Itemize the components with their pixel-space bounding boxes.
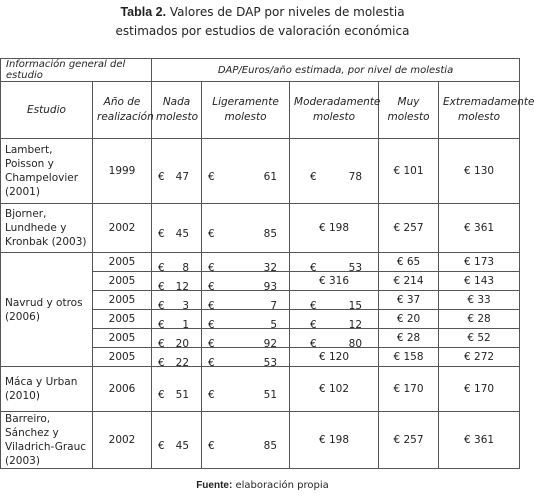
moderado-cell: € 12 — [290, 310, 379, 329]
muy-cell: € 214 — [379, 272, 439, 291]
currency-symbol: € — [208, 357, 215, 369]
muy-cell: € 170 — [379, 367, 439, 412]
muy-cell: € 28 — [379, 329, 439, 348]
nada-cell: € 1 — [152, 310, 202, 329]
currency-symbol: € — [208, 319, 215, 331]
year-cell: 2002 — [93, 412, 152, 469]
study-cell: Lambert, Poisson y Champelovier (2001) — [1, 139, 93, 204]
ligero-cell: € 53 — [202, 348, 290, 367]
column-header-muy: Muy molesto — [379, 82, 439, 139]
year-cell: 2005 — [93, 329, 152, 348]
currency-symbol: € — [310, 300, 317, 312]
extremo-cell: € 173 — [439, 253, 520, 272]
table-row — [1, 204, 520, 253]
source-text: elaboración propia — [235, 480, 329, 491]
column-header-extremadamente: Extremadamente molesto — [439, 82, 520, 139]
column-header-estudio: Estudio — [1, 82, 93, 139]
moderado-cell: € 198 — [290, 412, 379, 469]
extremo-cell: € 170 — [439, 367, 520, 412]
currency-symbol: € — [310, 262, 317, 274]
nada-cell: € 47 — [152, 139, 202, 204]
extremo-cell: € 361 — [439, 204, 520, 253]
moderado-cell: € 53 — [290, 253, 379, 272]
currency-symbol: € — [158, 228, 165, 240]
currency-symbol: € — [208, 300, 215, 312]
currency-symbol: € — [158, 440, 165, 452]
extremo-cell: € 143 — [439, 272, 520, 291]
currency-symbol: € — [158, 262, 165, 274]
ligero-cell: € 51 — [202, 367, 290, 412]
muy-cell: € 65 — [379, 253, 439, 272]
currency-symbol: € — [208, 281, 215, 293]
table-row — [1, 412, 520, 469]
moderado-cell: € 15 — [290, 291, 379, 310]
moderado-cell: € 102 — [290, 367, 379, 412]
currency-symbol: € — [208, 440, 215, 452]
year-cell: 2005 — [93, 348, 152, 367]
moderado-cell: € 78 — [290, 139, 379, 204]
nada-cell: € 3 — [152, 291, 202, 310]
currency-symbol: € — [158, 338, 165, 350]
muy-cell: € 101 — [379, 139, 439, 204]
extremo-cell: € 52 — [439, 329, 520, 348]
currency-symbol: € — [310, 171, 317, 183]
currency-symbol: € — [158, 171, 165, 183]
ligero-cell: € 92 — [202, 329, 290, 348]
nada-cell: € 22 — [152, 348, 202, 367]
table-row — [1, 139, 520, 204]
year-cell: 2005 — [93, 310, 152, 329]
muy-cell: € 257 — [379, 204, 439, 253]
column-header-ligeramente: Ligeramente molesto — [202, 82, 290, 139]
currency-symbol: € — [208, 171, 215, 183]
nada-cell: € 45 — [152, 412, 202, 469]
dap-table — [0, 58, 534, 469]
extremo-cell: € 361 — [439, 412, 520, 469]
extremo-cell: € 272 — [439, 348, 520, 367]
column-header-moderadamente: Moderadamente molesto — [290, 82, 379, 139]
header-group-general: Información general del estudio — [1, 59, 152, 82]
currency-symbol: € — [208, 262, 215, 274]
moderado-cell: € 198 — [290, 204, 379, 253]
moderado-cell: € 80 — [290, 329, 379, 348]
ligero-cell: € 5 — [202, 310, 290, 329]
currency-symbol: € — [158, 300, 165, 312]
currency-symbol: € — [310, 338, 317, 350]
extremo-cell: € 28 — [439, 310, 520, 329]
caption-title-1: Valores de DAP por niveles de molestia — [169, 5, 405, 19]
muy-cell: € 257 — [379, 412, 439, 469]
currency-symbol: € — [208, 338, 215, 350]
caption-line-1 — [0, 3, 525, 22]
muy-cell: € 37 — [379, 291, 439, 310]
year-cell: 1999 — [93, 139, 152, 204]
year-cell: 2005 — [93, 291, 152, 310]
nada-cell: € 51 — [152, 367, 202, 412]
ligero-cell: € 85 — [202, 412, 290, 469]
nada-cell: € 8 — [152, 253, 202, 272]
ligero-cell: € 32 — [202, 253, 290, 272]
study-cell: Bjorner, Lundhede y Kronbak (2003) — [1, 204, 93, 253]
currency-symbol: € — [158, 389, 165, 401]
currency-symbol: € — [208, 389, 215, 401]
extremo-cell: € 130 — [439, 139, 520, 204]
moderado-cell: € 316 — [290, 272, 379, 291]
ligero-cell: € 61 — [202, 139, 290, 204]
muy-cell: € 20 — [379, 310, 439, 329]
column-header-nada: Nada molesto — [152, 82, 202, 139]
table-caption — [0, 3, 525, 41]
ligero-cell: € 93 — [202, 272, 290, 291]
study-cell: Navrud y otros (2006) — [1, 253, 93, 367]
currency-symbol: € — [158, 281, 165, 293]
year-cell: 2006 — [93, 367, 152, 412]
ligero-cell: € 7 — [202, 291, 290, 310]
study-cell: Barreiro, Sánchez y Viladrich-Grauc (2003) — [1, 412, 93, 469]
year-cell: 2005 — [93, 272, 152, 291]
extremo-cell: € 33 — [439, 291, 520, 310]
currency-symbol: € — [158, 357, 165, 369]
source-label: Fuente: — [196, 480, 233, 491]
muy-cell: € 158 — [379, 348, 439, 367]
caption-label: Tabla 2. — [120, 5, 167, 19]
moderado-cell: € 120 — [290, 348, 379, 367]
header-group-dap: DAP/Euros/año estimada, por nivel de molestia — [152, 59, 520, 82]
currency-symbol: € — [208, 228, 215, 240]
source-note — [0, 480, 525, 491]
year-cell: 2002 — [93, 204, 152, 253]
ligero-cell: € 85 — [202, 204, 290, 253]
currency-symbol: € — [310, 319, 317, 331]
caption-title-2: estimados por estudios de valoración económica — [115, 24, 410, 38]
study-cell: Máca y Urban (2010) — [1, 367, 93, 412]
currency-symbol: € — [158, 319, 165, 331]
column-header-ano: Año de realización — [93, 82, 152, 139]
table-row — [1, 367, 520, 412]
table-row — [1, 253, 520, 272]
nada-cell: € 45 — [152, 204, 202, 253]
nada-cell: € 12 — [152, 272, 202, 291]
nada-cell: € 20 — [152, 329, 202, 348]
year-cell: 2005 — [93, 253, 152, 272]
